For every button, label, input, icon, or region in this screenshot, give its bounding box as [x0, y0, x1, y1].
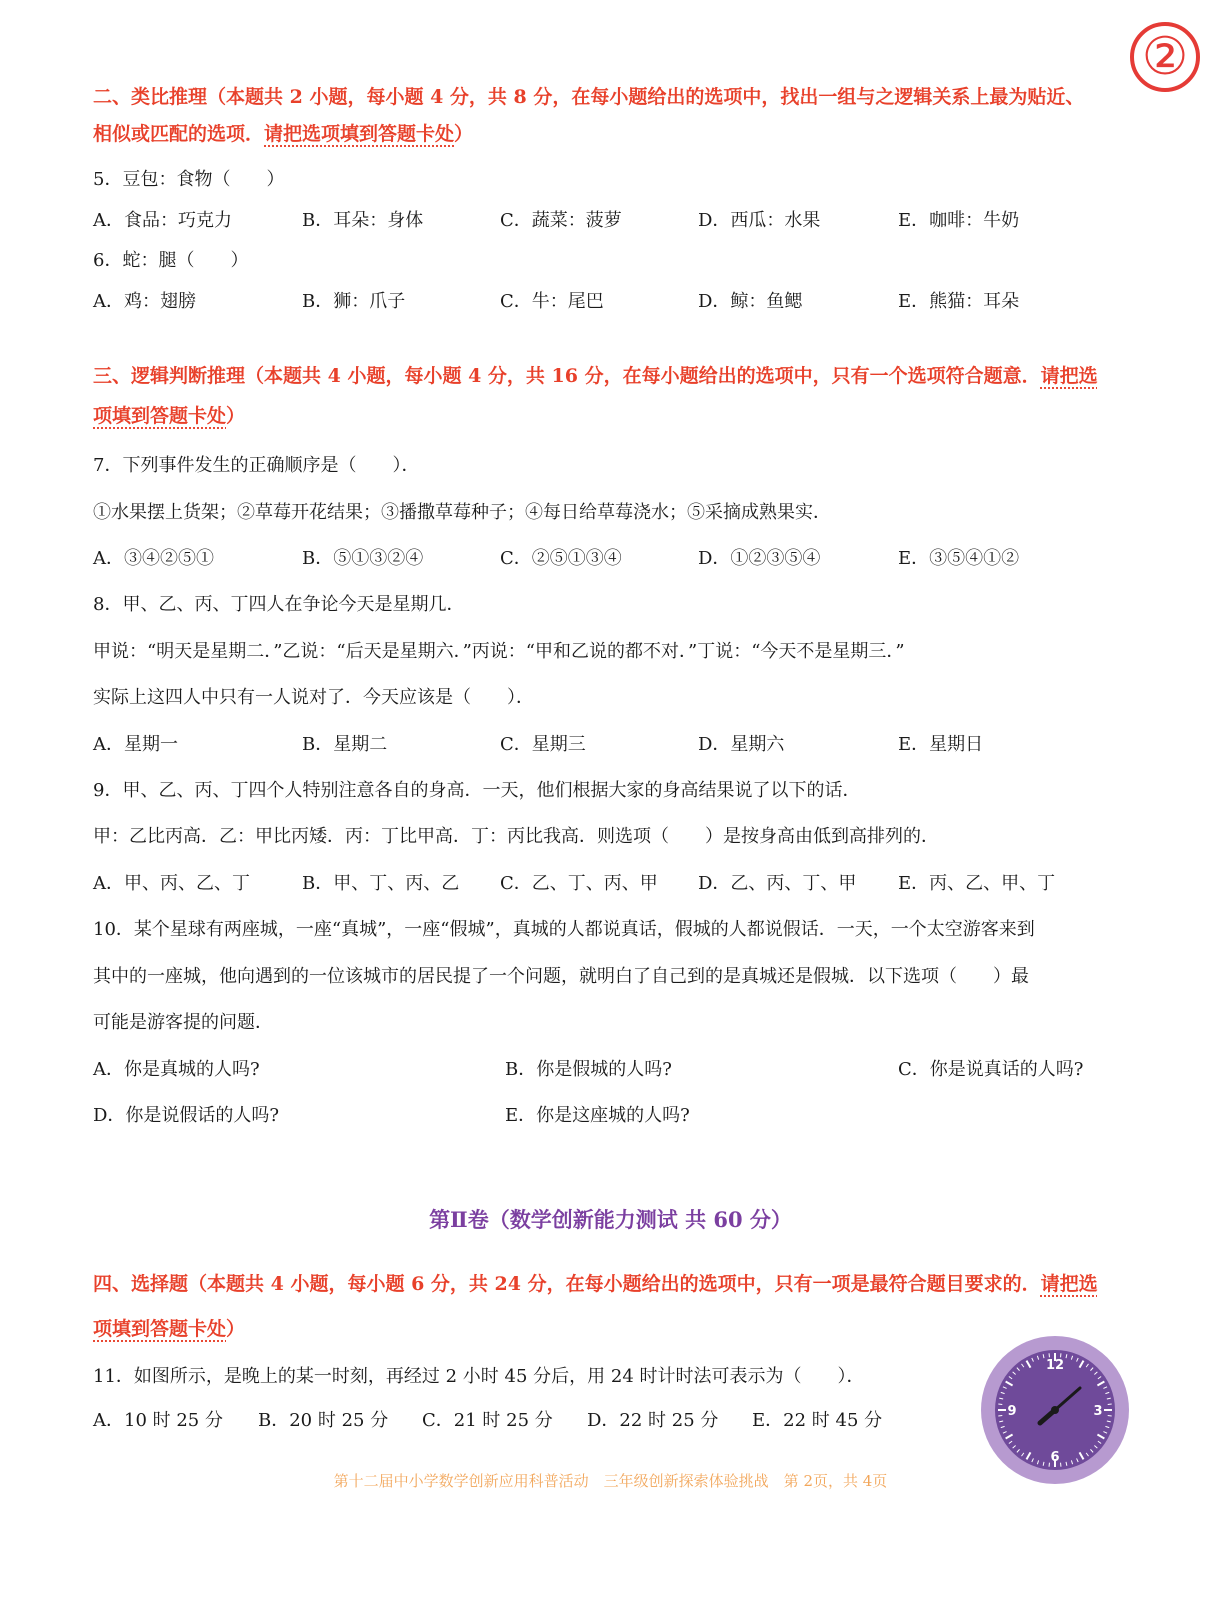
q6-option-e: E．熊猫：耳朵 — [898, 291, 1020, 312]
q11-option-e: E．22 时 45 分 — [752, 1410, 883, 1431]
q11-option-c: C．21 时 25 分 — [422, 1410, 553, 1431]
section4-heading-text: 四、选择题（本题共 4 小题，每小题 6 分，共 24 分，在每小题给出的选项中，只有一项是最符合题目要求的． — [93, 1273, 1041, 1295]
q6-option-d: D．鲸：鱼鳃 — [698, 291, 803, 312]
section4-heading-line1 — [93, 1264, 1098, 1304]
q7-option-d: D．①②③⑤④ — [698, 548, 821, 569]
section4-heading-close: ） — [226, 1318, 246, 1340]
q8-option-d: D．星期六 — [698, 734, 785, 755]
section2-heading-line2 — [93, 114, 473, 154]
section3-answer-instruction-b: 项填到答题卡处 — [93, 405, 227, 427]
q7-detail: ①水果摆上货架；②草莓开花结果；③播撒草莓种子；④每日给草莓浇水；⑤采摘成熟果实． — [93, 502, 831, 523]
q8-option-a: A．星期一 — [93, 734, 178, 755]
section3-heading-text: 三、逻辑判断推理（本题共 4 小题，每小题 4 分，共 16 分，在每小题给出的选项中，只有一个选项符合题意． — [93, 365, 1041, 387]
q10-option-c: C．你是说真话的人吗? — [898, 1059, 1084, 1080]
q10-stem-line2: 其中的一座城，他向遇到的一位该城市的居民提了一个问题，就明白了自己到的是真城还是假城．以下选项（ ）最 — [93, 966, 1029, 987]
section3-heading-close: ） — [226, 405, 246, 427]
q7-option-c: C．②⑤①③④ — [500, 548, 622, 569]
section4-answer-instruction-a: 请把选 — [1040, 1273, 1098, 1295]
page-footer: 第十二届中小学数学创新应用科普活动 三年级创新探索体验挑战 第 2页，共 4页 — [333, 1472, 888, 1490]
section4-heading-line2 — [93, 1309, 245, 1349]
q10-option-a: A．你是真城的人吗? — [93, 1059, 260, 1080]
clock-numeral-9: 9 — [1007, 1404, 1017, 1419]
q7-stem: 7．下列事件发生的正确顺序是（ ）． — [93, 455, 420, 476]
page-number-badge: ② — [1130, 22, 1200, 92]
q11-option-b: B．20 时 25 分 — [258, 1410, 389, 1431]
q10-stem-line3: 可能是游客提的问题． — [93, 1012, 273, 1033]
q9-stem: 9．甲、乙、丙、丁四个人特别注意各自的身高．一天，他们根据大家的身高结果说了以下的话． — [93, 780, 861, 801]
q5-option-a: A．食品：巧克力 — [93, 210, 232, 231]
q11-stem: 11．如图所示，是晚上的某一时刻，再经过 2 小时 45 分后，用 24 时计时法可表示为（ ）． — [93, 1366, 865, 1387]
q8-option-c: C．星期三 — [500, 734, 586, 755]
q10-option-b: B．你是假城的人吗? — [505, 1059, 672, 1080]
q9-option-e: E．丙、乙、甲、丁 — [898, 873, 1056, 894]
section2-heading-text: 相似或匹配的选项． — [93, 123, 265, 145]
q9-option-b: B．甲、丁、丙、乙 — [302, 873, 460, 894]
q10-stem-line1: 10．某个星球有两座城，一座“真城”，一座“假城”，真城的人都说真话，假城的人都说假话．一天，一个太空游客来到 — [93, 919, 1035, 940]
q5-stem: 5．豆包：食物（ ） — [93, 169, 285, 190]
clock-numeral-3: 3 — [1093, 1404, 1103, 1419]
section3-heading-line2 — [93, 396, 245, 436]
q7-option-e: E．③⑤④①② — [898, 548, 1020, 569]
section2-answer-instruction: 请把选项填到答题卡处 — [264, 123, 455, 145]
q7-option-a: A．③④②⑤① — [93, 548, 214, 569]
q5-option-c: C．蔬菜：菠萝 — [500, 210, 622, 231]
q5-option-d: D．西瓜：水果 — [698, 210, 821, 231]
section3-heading-line1 — [93, 356, 1098, 396]
q8-option-b: B．星期二 — [302, 734, 388, 755]
q11-option-d: D．22 时 25 分 — [587, 1410, 719, 1431]
q6-option-b: B．狮：爪子 — [302, 291, 406, 312]
q8-stem: 8．甲、乙、丙、丁四人在争论今天是星期几． — [93, 594, 465, 615]
q10-option-e: E．你是这座城的人吗? — [505, 1105, 690, 1126]
clock-center-pin — [1051, 1406, 1059, 1414]
q8-detail2: 实际上这四人中只有一人说对了．今天应该是（ ）． — [93, 687, 534, 708]
q8-detail1: 甲说：“明天是星期二．”乙说：“后天是星期六．”丙说：“甲和乙说的都不对．”丁说：“今天不是星期三．” — [93, 641, 905, 662]
q8-option-e: E．星期日 — [898, 734, 984, 755]
q5-option-b: B．耳朵：身体 — [302, 210, 424, 231]
section4-answer-instruction-b: 项填到答题卡处 — [93, 1318, 227, 1340]
section3-answer-instruction-a: 请把选 — [1040, 365, 1098, 387]
q10-option-d: D．你是说假话的人吗? — [93, 1105, 280, 1126]
q6-option-c: C．牛：尾巴 — [500, 291, 604, 312]
q6-stem: 6．蛇：腿（ ） — [93, 250, 249, 271]
q5-option-e: E．咖啡：牛奶 — [898, 210, 1020, 231]
q9-option-c: C．乙、丁、丙、甲 — [500, 873, 658, 894]
clock-figure — [980, 1335, 1130, 1485]
section2-heading-close: ） — [454, 123, 474, 145]
part2-title: 第Ⅱ卷（数学创新能力测试 共 60 分） — [429, 1207, 792, 1232]
q9-detail: 甲：乙比丙高．乙：甲比丙矮．丙：丁比甲高．丁：丙比我高．则选项（ ）是按身高由低到高排列的． — [93, 826, 939, 847]
q9-option-d: D．乙、丙、丁、甲 — [698, 873, 857, 894]
q7-option-b: B．⑤①③②④ — [302, 548, 424, 569]
clock-numeral-6: 6 — [1050, 1450, 1060, 1465]
q9-option-a: A．甲、丙、乙、丁 — [93, 873, 250, 894]
q6-option-a: A．鸡：翅膀 — [93, 291, 196, 312]
clock-numeral-12: 12 — [1045, 1358, 1065, 1373]
section2-heading-line1: 二、类比推理（本题共 2 小题，每小题 4 分，共 8 分，在每小题给出的选项中，找出一组与之逻辑关系上最为贴近、 — [93, 86, 1085, 108]
q11-option-a: A．10 时 25 分 — [93, 1410, 223, 1431]
